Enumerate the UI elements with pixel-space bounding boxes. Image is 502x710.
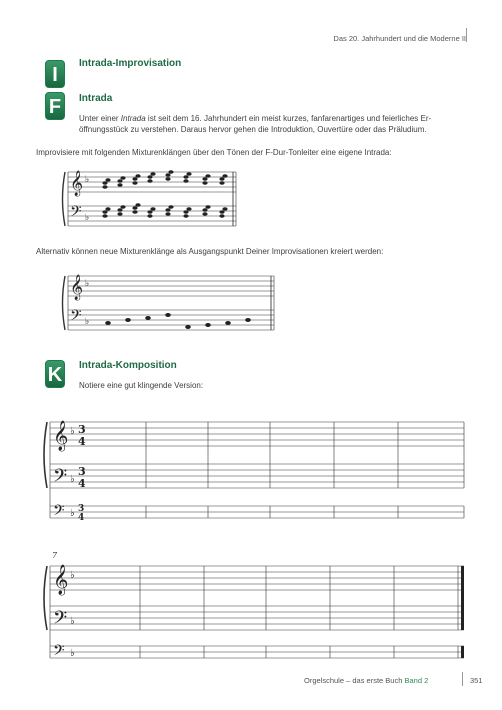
staff-lines <box>50 422 464 518</box>
treble-clef-icon: 𝄞 <box>70 275 84 300</box>
grand-staff-brace <box>44 422 47 488</box>
page-number: 351 <box>470 676 483 685</box>
bass-clef-icon: 𝄢 <box>53 608 68 633</box>
grand-staff-brace <box>44 566 47 630</box>
time-sig-bottom: 4 <box>78 435 86 448</box>
flat-icon: ♭ <box>70 508 75 519</box>
flat-icon: ♭ <box>85 317 90 327</box>
bass-clef-icon: 𝄢 <box>53 466 68 491</box>
section-badge-k: K <box>45 360 65 388</box>
score-mixturen-example <box>60 164 240 230</box>
footer-rule <box>462 672 463 686</box>
bass-clef-icon: 𝄢 <box>70 203 82 224</box>
score-scale-example <box>60 268 280 334</box>
grand-staff-brace <box>63 172 66 226</box>
intrada-definition <box>79 113 469 135</box>
flat-icon: ♭ <box>85 279 90 289</box>
running-head: Das 20. Jahrhundert und die Moderne II <box>333 34 466 43</box>
section-badge-f: F <box>45 92 65 120</box>
header-rule <box>466 28 467 42</box>
time-sig-top: 3 <box>78 504 85 514</box>
treble-clef-icon: 𝄞 <box>53 421 69 451</box>
measure-number: 7 <box>52 551 58 560</box>
section-title-intrada-komposition: Intrada-Komposition <box>79 360 177 371</box>
section-title-intrada-improvisation: Intrada-Improvisation <box>79 58 182 69</box>
treble-clef-icon: 𝄞 <box>70 171 84 196</box>
instruction-mixturen: Improvisiere mit folgenden Mixturenklängen über den Tönen der F-Dur-Tonleiter eine eigene Intrada: <box>36 148 392 157</box>
intro-text-post: ist seit dem 16. Jahrhundert ein meist kurzes, fanfarenartiges und feierliches Er- <box>145 114 432 123</box>
intro-text-pre: Unter einer <box>79 114 121 123</box>
time-sig-bottom: 4 <box>78 477 86 490</box>
chord-notes <box>102 170 227 218</box>
time-sig-top: 3 <box>78 423 86 436</box>
time-sig-bottom: 4 <box>78 513 85 523</box>
staff-lines <box>50 566 464 658</box>
flat-icon: ♭ <box>70 426 75 437</box>
time-sig-top: 3 <box>78 465 86 478</box>
treble-clef-icon: 𝄞 <box>53 565 69 595</box>
intro-term: Intrada <box>120 114 146 123</box>
scale-notes <box>105 313 251 329</box>
intro-text-line2: öffnungsstück zu verstehen. Daraus hervor gehen die Introduktion, Ouvertüre oder das Präludium. <box>79 125 427 134</box>
section-title-intrada: Intrada <box>79 93 113 104</box>
flat-icon: ♭ <box>85 175 90 185</box>
pedal-bass-clef-icon: 𝄢 <box>53 642 65 662</box>
flat-icon: ♭ <box>85 213 90 223</box>
staff-lines <box>68 276 274 330</box>
section-badge-i: I <box>45 60 65 88</box>
flat-icon: ♭ <box>70 648 75 659</box>
instruction-alternative: Alternativ können neue Mixturenklänge als Ausgangspunkt Deiner Improvisationen kreiert werden: <box>36 247 384 256</box>
score-system-2[interactable] <box>40 550 470 662</box>
final-barline <box>461 566 464 658</box>
flat-icon: ♭ <box>70 474 75 485</box>
flat-icon: ♭ <box>70 616 75 627</box>
footer-volume: Band 2 <box>404 676 429 685</box>
pedal-bass-clef-icon: 𝄢 <box>53 502 65 523</box>
bass-clef-icon: 𝄢 <box>70 307 82 328</box>
grand-staff-brace <box>63 276 66 330</box>
score-system-1[interactable] <box>40 412 470 524</box>
flat-icon: ♭ <box>70 570 75 581</box>
instruction-notiere: Notiere eine gut klingende Version: <box>79 381 204 390</box>
footer-book-title <box>304 676 428 685</box>
footer-title: Orgelschule – das erste Buch <box>304 676 405 685</box>
